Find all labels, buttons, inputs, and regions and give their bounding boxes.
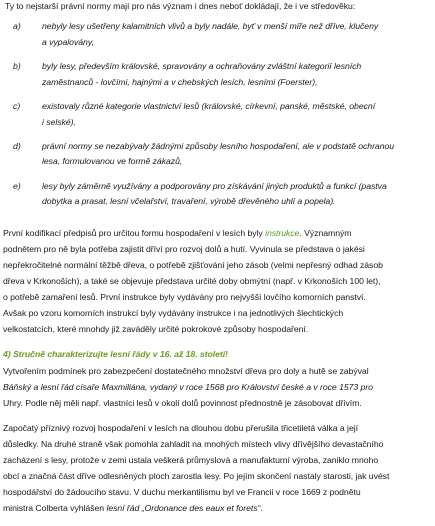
para1-line-2: podnětem pro ně byla potřeba zajistit dříví pro rozvoj dolů a hutí. Vyvinula se představa o jakési [3, 244, 365, 254]
list-item-a-line-2: a vypalovány, [42, 37, 94, 47]
para3-line-1: Započatý příznivý rozvoj hospodaření v lesích na dlouhou dobu přerušila třicetiletá válka a její [3, 423, 358, 433]
para3-line-6-end: . [260, 503, 263, 513]
list-item-e-line-2: dobytka a prasat, lesní včelařství, travaření, výrobě dřevěného uhlí a popela). [42, 196, 336, 206]
para3-line-3: zacházení s lesy, protože v zemi ustala veškerá průmyslová a manufakturní výroba, zaniklo mnoho [3, 455, 379, 465]
para1-line-6: Avšak po vzoru komorních instrukcí byly vydávány instrukce i na jednotlivých šlechtických [3, 308, 344, 318]
para1-line-4: dřeva v Krkonoších), a také se objevuje představa určité doby obmýtní (např. v Krkonoších 100 let), [3, 276, 381, 286]
list-item-e-line-1: lesy byly záměrně využívány a podporovány pro získávání jiných produktů a funkcí (pastva [42, 181, 387, 191]
para3-line-6 [3, 503, 263, 514]
para2-line-3: Uhry. Podle něj měli např. vlastníci lesů v okolí dolů povinnost přednostně je zásobovat dřívím. [3, 398, 362, 408]
para3-line-6-text: ministra Colberta vyhlášen [3, 503, 107, 513]
list-item-d-line-1: právní normy se nezabývaly žádnými způsoby lesního hospodaření, ale v podstatě ochranou [42, 141, 395, 151]
list-item-a-line-1: nebyly lesy ušetřeny kalamitních vlivů a byly nadále, byť v menší míře než dříve, klučeny [42, 21, 379, 31]
para1-line-3: nepřekročitelné normální těžbě dřeva, o potřebě zjišťování jeho zásob (velmi nepřesný odhad zásob [3, 260, 383, 270]
intro-text: Ty to nejstarší právní normy mají pro nás význam i dnes neboť dokládají, že i ve středověku: [5, 1, 356, 11]
list-label-a: a) [13, 21, 21, 31]
section-heading: 4) Stručně charakterizujte lesní řády v 16. až 18. století! [3, 349, 228, 359]
para1-line-7: velkostatcích, které mnohdy již zaváděly určité pokrokové způsoby hospodaření. [3, 324, 309, 334]
para3-line-2: důsledky. Na druhé straně však pomohla zahladit na mnohých místech vlivy dřívějšího devastačního [3, 439, 384, 449]
list-item-c-line-2: i selské), [42, 117, 76, 127]
para3-line-5: hospodářství do žádoucího stavu. V duchu merkantilismu byl ve Francii v roce 1669 z podnětu [3, 487, 361, 497]
para1-line-1 [3, 228, 352, 239]
list-label-b: b) [13, 61, 21, 71]
para1-line-1-end: . Významným [299, 228, 352, 238]
list-item-c-line-1: existovaly různé kategorie vlastnictví lesů (královské, církevní, panské, městské, obecní [42, 101, 376, 111]
para2-line-2: Báňský a lesní řád císaře Maxmiliána, vydaný v roce 1568 pro Království české a v roce 1573 pro [3, 382, 373, 392]
list-item-d-line-2: lesa, formulovanou ve formě zákazů, [42, 156, 183, 166]
list-label-c: c) [13, 101, 21, 111]
list-label-d: d) [13, 141, 21, 151]
list-item-b-line-2: zaměstnanců - lovčími, hajnými a v chebských lesích, lesními (Foerster), [42, 77, 318, 87]
para3-line-4: obcí a značná část dříve odlesněných ploch zarostla lesy. Po jejím skončení nastaly starosti, jak uvést [3, 471, 390, 481]
para1-line-5: o potřebě zamaření lesů. První instrukce byly vydávány pro nejvyšší lovčího komorních panství. [3, 292, 366, 302]
para2-line-1: Vytvořením podmínek pro zabezpečení dostatečného množství dřeva pro doly a hutě se zabýval [3, 366, 369, 376]
para1-line-1-text: První kodifikací předpisů pro určitou formu hospodaření v lesích byly [3, 228, 266, 238]
list-item-b-line-1: byly lesy, především královské, spravovány a ochraňovány zvláštní kategorií lesních [42, 61, 362, 71]
ordonance-title: lesní řád „Ordonance des eaux et forets“ [106, 503, 261, 513]
list-label-e: e) [13, 181, 21, 191]
instrukce-term: instrukce [265, 228, 300, 238]
